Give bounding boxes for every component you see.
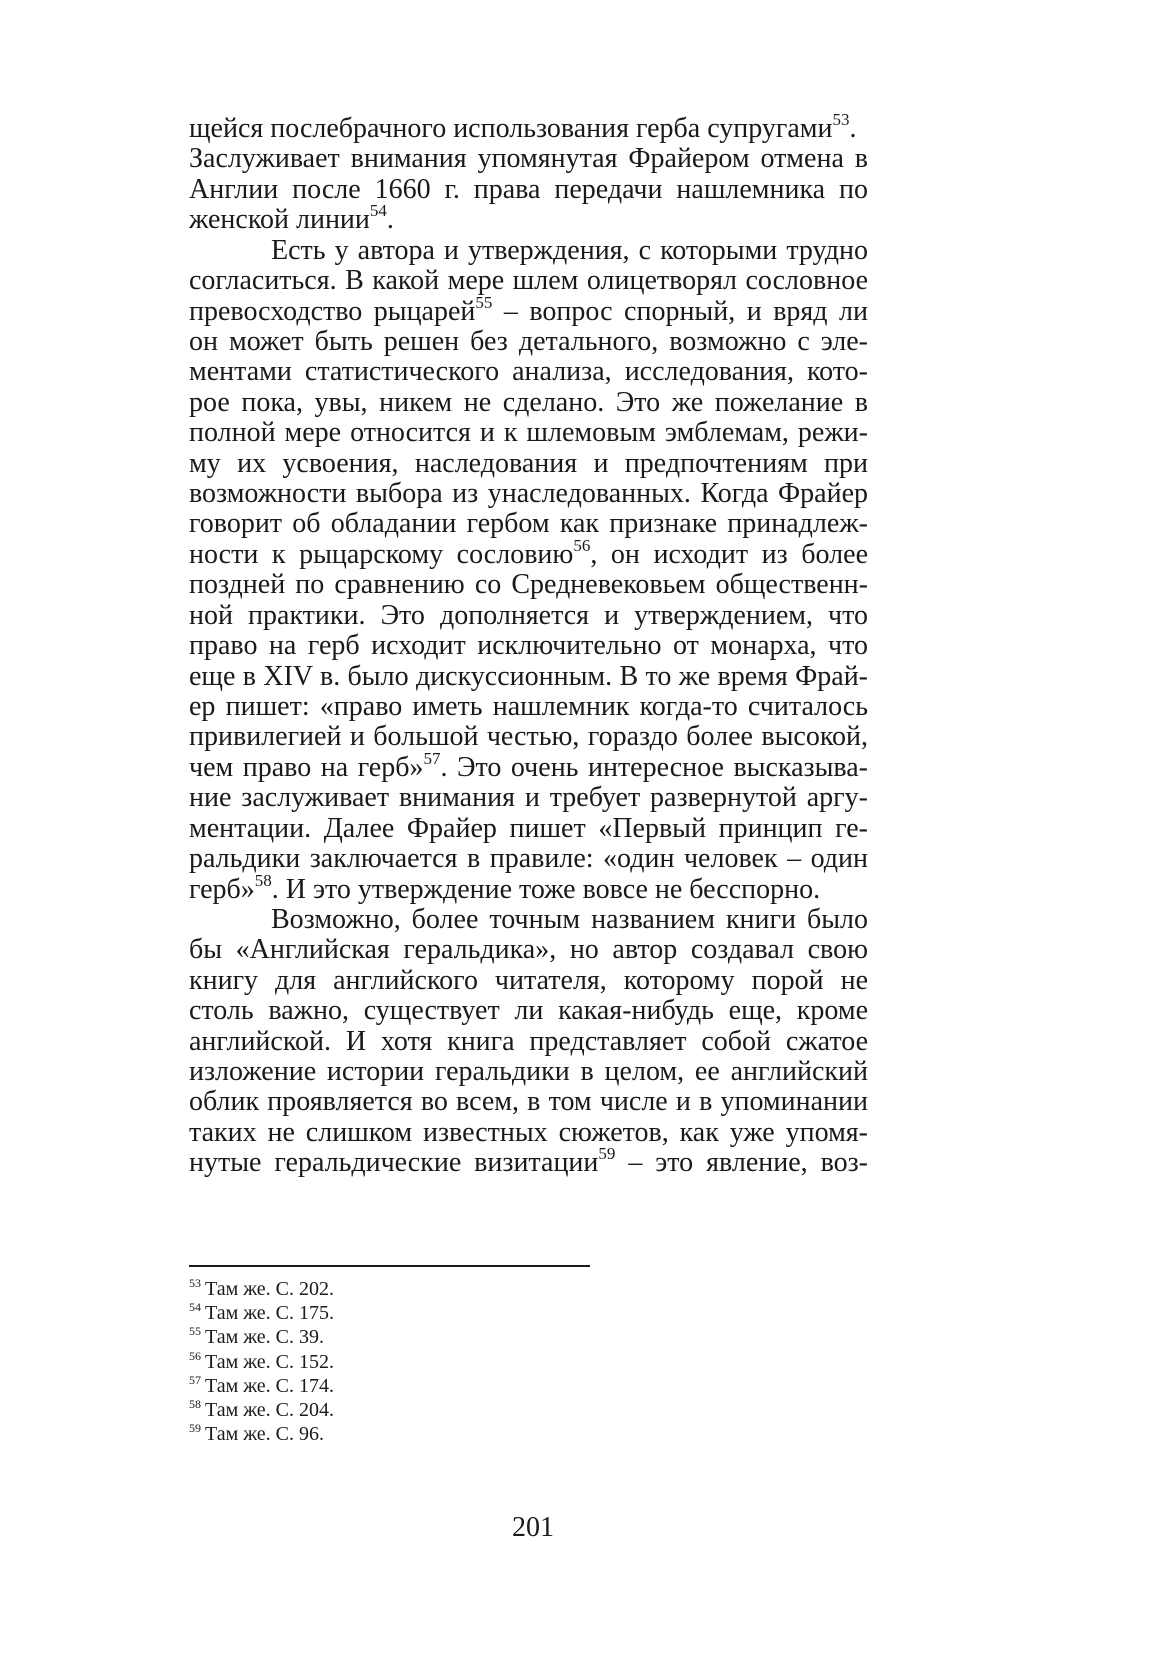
footnote-ref: 53 bbox=[832, 110, 850, 129]
text-line-continuation: . bbox=[849, 113, 857, 144]
footnote-number: 54 bbox=[189, 1300, 201, 1314]
footnote-ref: 57 bbox=[423, 749, 441, 768]
footnote-ref: 54 bbox=[369, 201, 387, 220]
text-line-content: право на герб исходит исключительно от монарха, что bbox=[189, 630, 868, 661]
text-line bbox=[189, 965, 868, 997]
text-line-content: еще в XIV в. было дискуссионным. В то же время Фрай- bbox=[189, 661, 868, 692]
text-line bbox=[189, 813, 868, 845]
text-line-content: говорит об обладании гербом как признаке принадлеж- bbox=[189, 508, 868, 539]
text-line-content: ние заслуживает внимания и требует развернутой аргу- bbox=[189, 782, 868, 813]
text-line bbox=[189, 1026, 868, 1058]
text-line bbox=[189, 326, 868, 358]
text-line-content: Возможно, более точным названием книги было bbox=[271, 904, 868, 935]
text-line bbox=[189, 1056, 868, 1088]
text-line bbox=[189, 536, 868, 571]
text-line-content: таких не слишком известных сюжетов, как уже упомя- bbox=[189, 1117, 868, 1148]
footnote bbox=[189, 1324, 324, 1350]
text-line bbox=[189, 265, 868, 297]
text-line bbox=[189, 843, 868, 875]
text-line bbox=[189, 782, 868, 814]
text-line-content: рое пока, увы, никем не сделано. Это же пожелание в bbox=[189, 387, 868, 418]
text-line bbox=[189, 508, 868, 540]
text-line bbox=[189, 448, 868, 480]
text-line bbox=[189, 387, 868, 419]
footnote-number: 57 bbox=[189, 1373, 201, 1387]
text-line-content: облик проявляется во всем, в том числе и в упоминании bbox=[189, 1086, 868, 1117]
footnote-number: 55 bbox=[189, 1324, 201, 1338]
text-line-content: герб» bbox=[189, 874, 255, 905]
text-line-content: Англии после 1660 г. права передачи нашлемника по bbox=[189, 174, 868, 205]
text-line bbox=[189, 749, 869, 784]
footnote-number: 59 bbox=[189, 1421, 201, 1435]
text-line-content: превосходство рыцарей bbox=[189, 296, 476, 327]
text-line-content: ности к рыцарскому сословию bbox=[189, 539, 574, 570]
text-line-continuation: . Это очень интересное высказыва- bbox=[440, 752, 869, 783]
text-line-content: полной мере относится и к шлемовым эмблемам, режи- bbox=[189, 417, 868, 448]
text-line-content: изложение истории геральдики в целом, ее английский bbox=[189, 1056, 868, 1087]
footnote-number: 58 bbox=[189, 1397, 201, 1411]
footnote-separator bbox=[189, 1265, 590, 1267]
text-line-content: женской линии bbox=[189, 204, 370, 235]
footnote-ref: 58 bbox=[254, 871, 272, 890]
text-line-content: щейся послебрачного использования герба супругами bbox=[189, 113, 833, 144]
text-line bbox=[189, 569, 868, 601]
footnote-ref: 59 bbox=[598, 1144, 616, 1163]
footnote bbox=[189, 1421, 324, 1447]
text-line bbox=[189, 630, 868, 662]
text-line-content: английской. И хотя книга представляет собой сжатое bbox=[189, 1026, 868, 1057]
text-line bbox=[189, 1086, 868, 1118]
text-line bbox=[189, 661, 868, 693]
footnote-ref: 56 bbox=[573, 536, 591, 555]
text-line bbox=[189, 356, 868, 388]
text-line-content: ной практики. Это дополняется и утверждением, что bbox=[189, 600, 868, 631]
text-line-continuation: , он исходит из более bbox=[590, 539, 868, 570]
text-line bbox=[189, 201, 868, 236]
text-line bbox=[189, 293, 868, 328]
footnote bbox=[189, 1397, 334, 1423]
text-line bbox=[189, 600, 868, 632]
page-number: 201 bbox=[512, 1512, 554, 1543]
text-line bbox=[189, 1144, 869, 1179]
text-line-continuation: – это явление, воз- bbox=[615, 1147, 869, 1178]
text-line-continuation: . bbox=[386, 204, 394, 235]
text-line-content: он может быть решен без детального, возможно с эле- bbox=[189, 326, 868, 357]
text-line-content: бы «Английская геральдика», но автор создавал свою bbox=[189, 934, 868, 965]
text-line bbox=[271, 904, 868, 936]
footnote-text: Там же. С. 175. bbox=[205, 1302, 335, 1324]
text-line bbox=[271, 235, 868, 267]
footnote-text: Там же. С. 204. bbox=[205, 1399, 335, 1421]
text-line-content: нутые геральдические визитации bbox=[189, 1147, 599, 1178]
text-line-content: привилегией и большой честью, гораздо более высокой, bbox=[189, 721, 868, 752]
text-line-continuation: – вопрос спорный, и вряд ли bbox=[492, 296, 868, 327]
footnote bbox=[189, 1300, 334, 1326]
text-line-content: Есть у автора и утверждения, с которыми трудно bbox=[271, 235, 868, 266]
footnote bbox=[189, 1349, 334, 1375]
text-line bbox=[189, 143, 868, 175]
text-line-content: ральдики заключается в правиле: «один человек – один bbox=[189, 843, 868, 874]
text-line-content: ментации. Далее Фрайер пишет «Первый принцип ге- bbox=[189, 813, 868, 844]
text-line bbox=[189, 721, 868, 753]
footnote-text: Там же. С. 39. bbox=[205, 1326, 325, 1348]
text-line-content: поздней по сравнению со Средневековьем общественн- bbox=[189, 569, 868, 600]
text-line-content: согласиться. В какой мере шлем олицетворял сословное bbox=[189, 265, 868, 296]
footnote bbox=[189, 1373, 334, 1399]
text-line-content: чем право на герб» bbox=[189, 752, 424, 783]
text-line-continuation: . И это утверждение тоже вовсе не бесспорно. bbox=[271, 874, 821, 905]
text-line-content: Заслуживает внимания упомянутая Фрайером отмена в bbox=[189, 143, 868, 174]
text-line bbox=[189, 691, 868, 723]
footnote-number: 56 bbox=[189, 1349, 201, 1363]
text-line-content: ментами статистического анализа, исследования, кото- bbox=[189, 356, 868, 387]
text-line bbox=[189, 478, 868, 510]
text-line-content: книгу для английского читателя, которому порой не bbox=[189, 965, 868, 996]
footnote bbox=[189, 1276, 334, 1302]
footnote-text: Там же. С. 96. bbox=[205, 1423, 325, 1445]
text-line bbox=[189, 1117, 868, 1149]
text-line bbox=[189, 934, 868, 966]
text-line-content: ер пишет: «право иметь нашлемник когда-то считалось bbox=[189, 691, 868, 722]
footnote-number: 53 bbox=[189, 1276, 201, 1290]
footnote-text: Там же. С. 174. bbox=[205, 1375, 335, 1397]
footnote-text: Там же. С. 202. bbox=[205, 1278, 335, 1300]
text-line bbox=[189, 174, 868, 206]
text-line-content: столь важно, существует ли какая-нибудь еще, кроме bbox=[189, 995, 868, 1026]
text-line bbox=[189, 995, 868, 1027]
text-line-content: возможности выбора из унаследованных. Когда Фрайер bbox=[189, 478, 868, 509]
footnote-text: Там же. С. 152. bbox=[205, 1351, 335, 1373]
footnote-ref: 55 bbox=[475, 293, 493, 312]
text-line bbox=[189, 110, 868, 145]
text-line-content: му их усвоения, наследования и предпочтениям при bbox=[189, 448, 868, 479]
text-line bbox=[189, 871, 868, 906]
text-line bbox=[189, 417, 868, 449]
